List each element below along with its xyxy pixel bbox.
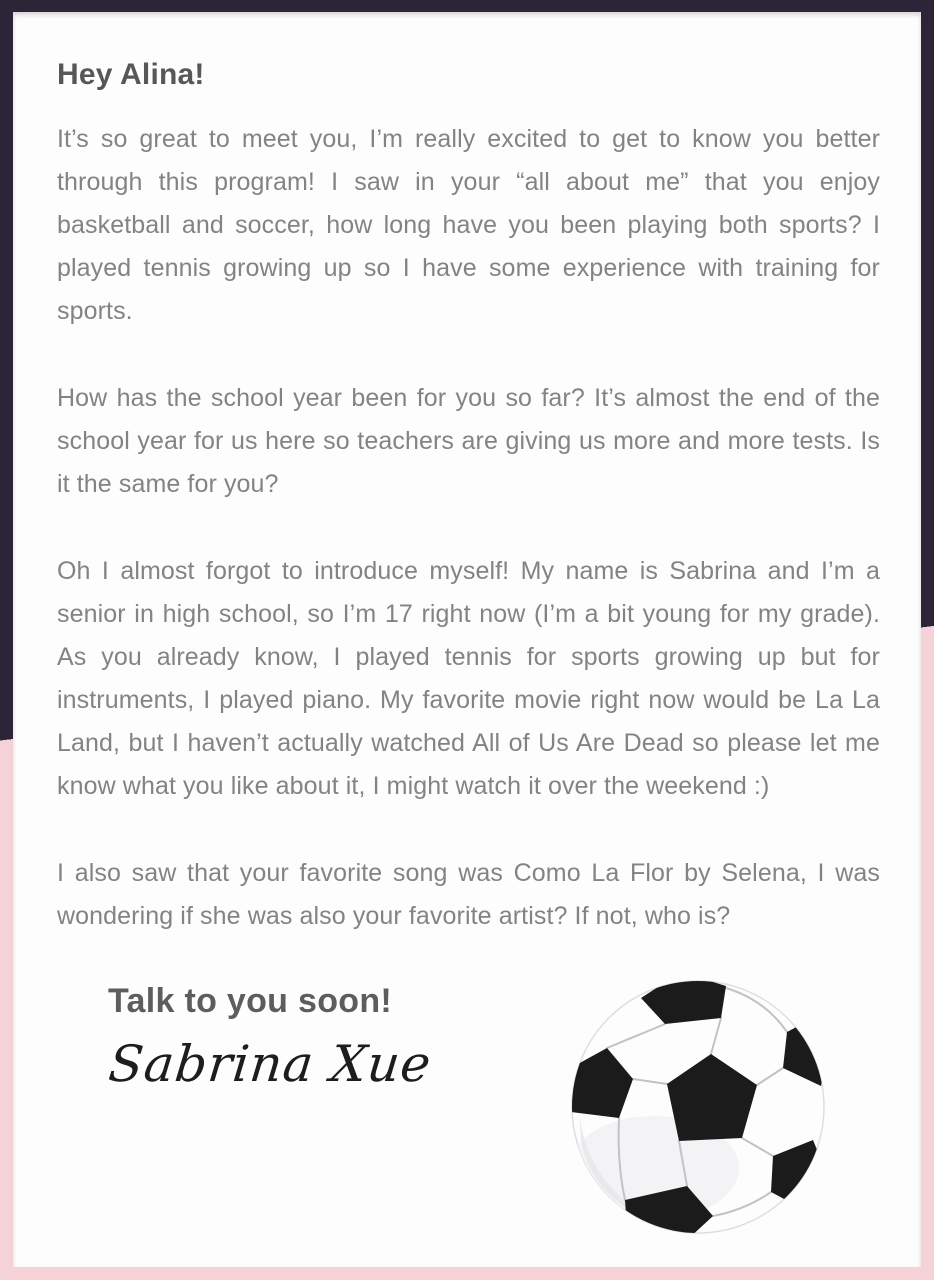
greeting: Hey Alina! (57, 58, 205, 91)
soccer-ball-icon (569, 978, 827, 1236)
signature: Sabrina Xue (106, 1035, 435, 1093)
letter-paragraph-about-me: Oh I almost forgot to introduce myself! My name is Sabrina and I’m a senior in high school, so I’m 17 right now (I’m a bit young for my grade). As you already know, I played tennis for sports growing up but for instruments, I played piano. My favorite movie right now would be La La Land, but I haven’t actually watched All of Us Are Dead so please let me know what you like about it, I might watch it over the weekend :) (57, 557, 880, 800)
letter-paragraph-music: I also saw that your favorite song was Como La Flor by Selena, I was wondering if she was also your favorite artist? If not, who is? (57, 859, 880, 930)
letter-paragraph-school-year: How has the school year been for you so far? It’s almost the end of the school year for us here so teachers are giving us more and more tests. Is it the same for you? (57, 384, 880, 498)
closing-line: Talk to you soon! (108, 982, 393, 1020)
letter-card (13, 12, 921, 1267)
letter-body (57, 58, 880, 1093)
letter-paragraph-intro: It’s so great to meet you, I’m really excited to get to know you better through this program! I saw in your “all about me” that you enjoy basketball and soccer, how long have you been playing both sports? I played tennis growing up so I have some experience with training for sports. (57, 125, 880, 325)
